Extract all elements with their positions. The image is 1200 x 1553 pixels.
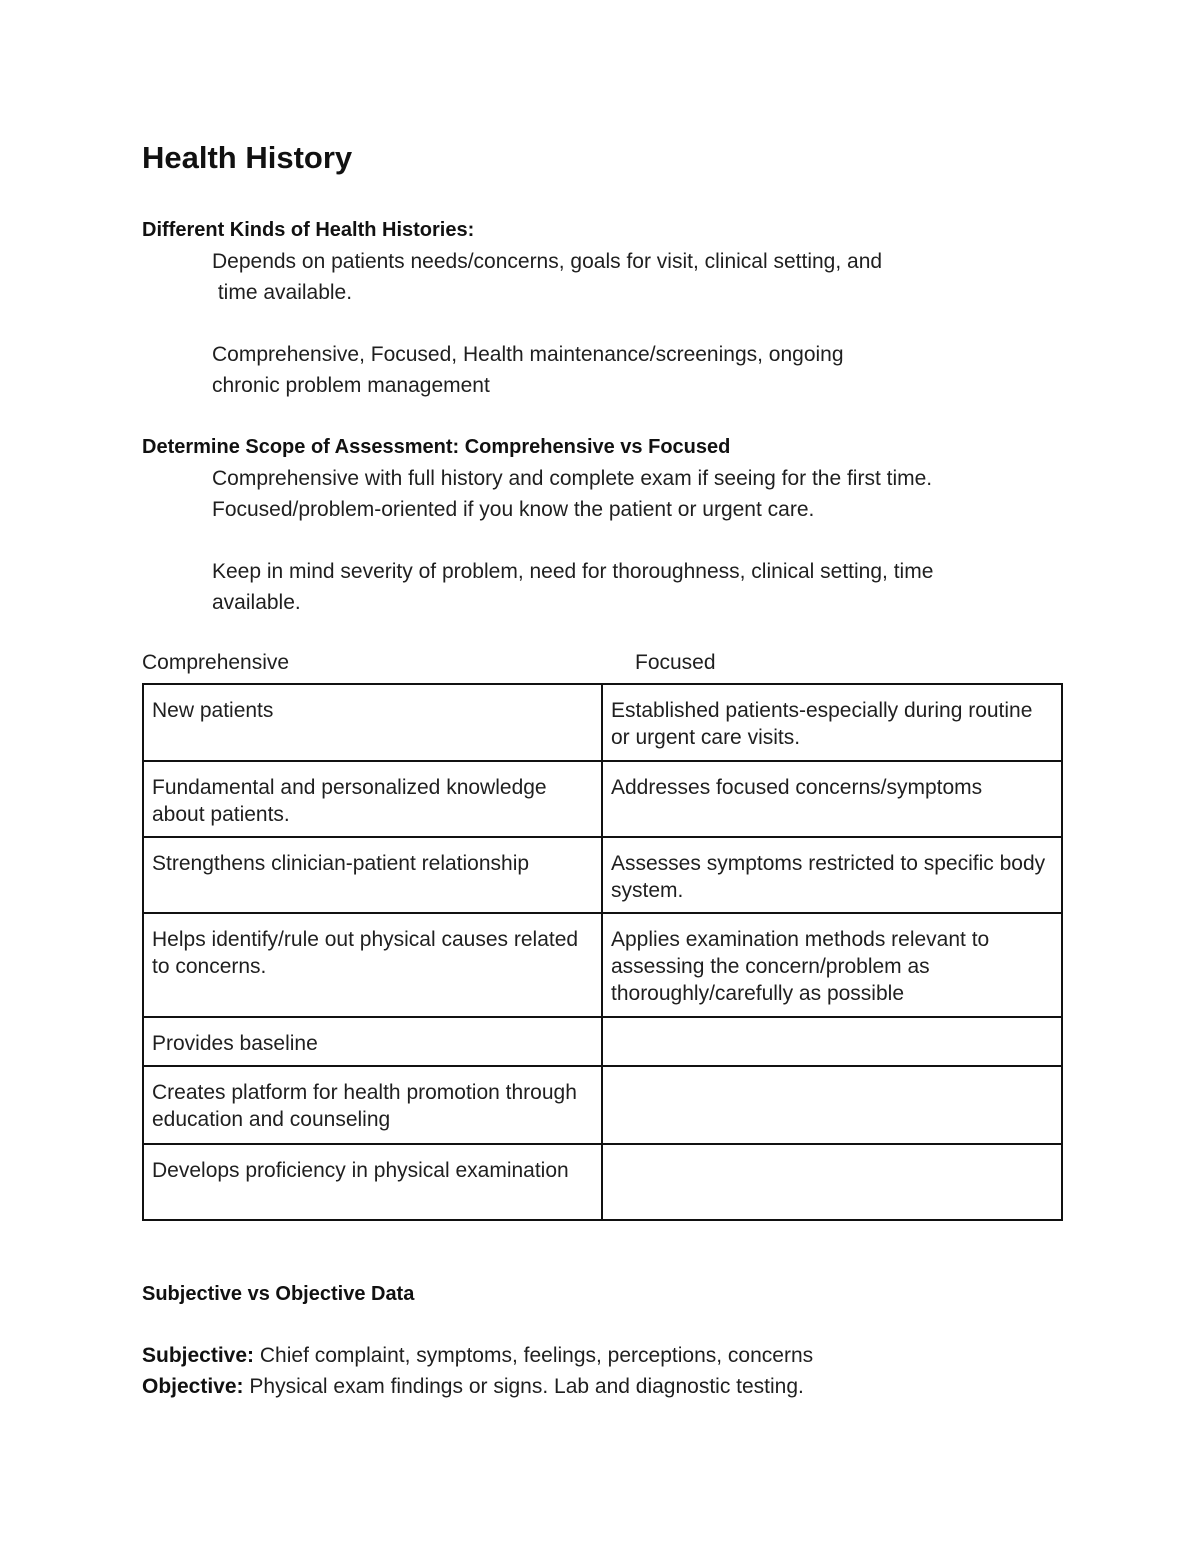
comprehensive-cell: Helps identify/rule out physical causes related to concerns. bbox=[143, 913, 602, 1017]
comparison-table bbox=[142, 683, 1063, 1221]
comprehensive-cell: Strengthens clinician-patient relationship bbox=[143, 837, 602, 913]
kinds-paragraph-1-line-1: Depends on patients needs/concerns, goals for visit, clinical setting, and bbox=[212, 250, 883, 273]
table-row bbox=[143, 837, 1062, 913]
table-row bbox=[143, 1066, 1062, 1144]
objective-label: Objective: bbox=[142, 1375, 244, 1398]
focused-cell: Applies examination methods relevant to assessing the concern/problem as thoroughly/carefully as possible bbox=[602, 913, 1062, 1017]
comprehensive-cell: Fundamental and personalized knowledge about patients. bbox=[143, 761, 602, 837]
subjective-objective-heading: Subjective vs Objective Data bbox=[142, 1283, 415, 1305]
objective-line bbox=[142, 1375, 804, 1399]
comprehensive-cell: Provides baseline bbox=[143, 1017, 602, 1066]
subjective-label: Subjective: bbox=[142, 1344, 255, 1367]
comprehensive-cell: Develops proficiency in physical examination bbox=[143, 1144, 602, 1220]
objective-text: Physical exam findings or signs. Lab and diagnostic testing. bbox=[243, 1375, 804, 1398]
kinds-paragraph-1-line-2: time available. bbox=[212, 281, 353, 304]
scope-line-4: available. bbox=[212, 591, 301, 614]
scope-line-1: Comprehensive with full history and complete exam if seeing for the first time. bbox=[212, 467, 933, 490]
subjective-text: Chief complaint, symptoms, feelings, perceptions, concerns bbox=[254, 1344, 814, 1367]
focused-cell bbox=[602, 1017, 1062, 1066]
subjective-line bbox=[142, 1344, 813, 1368]
scope-line-2: Focused/problem-oriented if you know the patient or urgent care. bbox=[212, 498, 815, 521]
table-row bbox=[143, 761, 1062, 837]
table-row bbox=[143, 1017, 1062, 1066]
focused-cell bbox=[602, 1066, 1062, 1144]
page-title: Health History bbox=[142, 140, 353, 175]
focused-cell: Assesses symptoms restricted to specific body system. bbox=[602, 837, 1062, 913]
scope-heading: Determine Scope of Assessment: Comprehensive vs Focused bbox=[142, 436, 731, 458]
focused-cell bbox=[602, 1144, 1062, 1220]
kinds-paragraph-2-line-2: chronic problem management bbox=[212, 374, 490, 397]
scope-line-3: Keep in mind severity of problem, need for thoroughness, clinical setting, time bbox=[212, 560, 934, 583]
comprehensive-cell: New patients bbox=[143, 684, 602, 761]
table-row bbox=[143, 1144, 1062, 1220]
comprehensive-column-label: Comprehensive bbox=[142, 651, 290, 674]
focused-cell: Established patients-especially during routine or urgent care visits. bbox=[602, 684, 1062, 761]
focused-column-label: Focused bbox=[635, 651, 716, 674]
kinds-paragraph-2-line-1: Comprehensive, Focused, Health maintenance/screenings, ongoing bbox=[212, 343, 844, 366]
focused-cell: Addresses focused concerns/symptoms bbox=[602, 761, 1062, 837]
table-row bbox=[143, 913, 1062, 1017]
kinds-heading: Different Kinds of Health Histories: bbox=[142, 219, 475, 241]
table-row bbox=[143, 684, 1062, 761]
comprehensive-cell: Creates platform for health promotion through education and counseling bbox=[143, 1066, 602, 1144]
